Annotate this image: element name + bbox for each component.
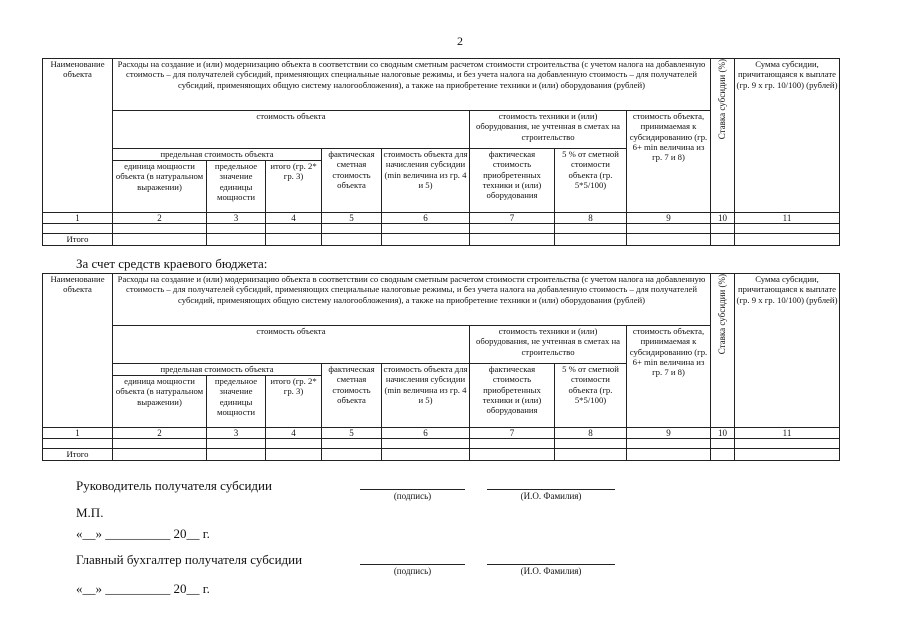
header-equipment-cost: стоимость техники и (или) оборудования, не учтенная в сметах на строительство	[470, 111, 627, 149]
header-equipment-actual: фактическая стоимость приобретенных техники и (или) оборудования	[470, 364, 555, 428]
table-cell	[555, 439, 627, 449]
total-label: Итого	[43, 449, 113, 460]
table-cell	[43, 224, 113, 234]
subsidy-table-1	[42, 58, 840, 246]
table-cell	[113, 224, 207, 234]
column-number: 7	[470, 428, 555, 439]
column-number: 5	[322, 213, 382, 224]
header-object-cost: стоимость объекта	[113, 326, 470, 364]
table-cell	[470, 224, 555, 234]
table-cell	[735, 224, 840, 234]
table-cell	[322, 449, 382, 460]
column-number: 6	[382, 213, 470, 224]
column-number: 6	[382, 428, 470, 439]
header-total-col: итого (гр. 2* гр. 3)	[266, 161, 322, 213]
table-cell	[555, 224, 627, 234]
header-expenses: Расходы на создание и (или) модернизацию объекта в соответствии со сводным сметным расчетом стоимости строительства (с учетом налога на добавленную стоимость – для получателей субсидий, применяющих специальные налоговые режимы, и без учета налога на добавленную стоимость – для получателей субсидий, применяющих общую систему налогообложения), а также на приобретение техники и (или) оборудования (рублей)	[113, 274, 711, 326]
header-subsidy-sum: Сумма субсидии, причитающаяся к выплате (гр. 9 х гр. 10/100) (рублей)	[735, 59, 840, 213]
table-cell	[266, 234, 322, 245]
header-total-col: итого (гр. 2* гр. 3)	[266, 376, 322, 428]
column-number: 10	[711, 213, 735, 224]
table-cell	[43, 439, 113, 449]
table-cell	[735, 439, 840, 449]
header-subsidy-rate	[711, 59, 735, 213]
table-cell	[555, 449, 627, 460]
header-equipment-actual: фактическая стоимость приобретенных техники и (или) оборудования	[470, 149, 555, 213]
stamp-label: М.П.	[76, 505, 104, 520]
total-row	[43, 449, 840, 460]
head-name-line	[487, 489, 615, 490]
table-cell	[735, 234, 840, 245]
header-object-name: Наименование объекта	[43, 274, 113, 428]
table-cell	[382, 224, 470, 234]
table-cell	[627, 449, 711, 460]
header-subsidy-rate-label: Ставка субсидии (%)	[717, 59, 728, 140]
accountant-signature-line	[360, 564, 465, 565]
accountant-signature-label: Главный бухгалтер получателя субсидии	[76, 552, 303, 567]
column-number: 9	[627, 428, 711, 439]
table-cell	[555, 234, 627, 245]
header-limit-value: предельное значение единицы мощности	[207, 376, 266, 428]
table-cell	[382, 449, 470, 460]
column-number: 8	[555, 428, 627, 439]
table-cell	[382, 439, 470, 449]
table-cell	[711, 449, 735, 460]
table-cell	[207, 439, 266, 449]
column-number: 9	[627, 213, 711, 224]
table-cell	[266, 224, 322, 234]
table-cell	[627, 234, 711, 245]
header-expenses: Расходы на создание и (или) модернизацию объекта в соответствии со сводным сметным расчетом стоимости строительства (с учетом налога на добавленную стоимость – для получателей субсидий, применяющих специальные налоговые режимы, и без учета налога на добавленную стоимость – для получателей субсидий, применяющих общую систему налогообложения), а также на приобретение техники и (или) оборудования (рублей)	[113, 59, 711, 111]
table-cell	[627, 224, 711, 234]
table-cell	[470, 449, 555, 460]
subsidy-table-2	[42, 273, 840, 461]
total-row	[43, 234, 840, 245]
table-cell	[322, 224, 382, 234]
header-five-percent: 5 % от сметной стоимости объекта (гр. 5*5/100)	[555, 149, 627, 213]
table-cell	[470, 234, 555, 245]
header-object-cost: стоимость объекта	[113, 111, 470, 149]
column-number: 11	[735, 428, 840, 439]
header-unit-capacity: единица мощности объекта (в натуральном выражении)	[113, 376, 207, 428]
accountant-signature-caption: (подпись)	[393, 566, 432, 576]
date-line-2: «__» __________ 20__ г.	[76, 581, 210, 596]
header-equipment-cost: стоимость техники и (или) оборудования, не учтенная в сметах на строительство	[470, 326, 627, 364]
header-accepted-cost: стоимость объекта, принимаемая к субсидированию (гр. 6+ min величина из гр. 7 и 8)	[627, 326, 711, 428]
table-cell	[266, 449, 322, 460]
header-accepted-cost: стоимость объекта, принимаемая к субсидированию (гр. 6+ min величина из гр. 7 и 8)	[627, 111, 711, 213]
column-number: 8	[555, 213, 627, 224]
header-five-percent: 5 % от сметной стоимости объекта (гр. 5*5/100)	[555, 364, 627, 428]
header-actual-cost: фактическая сметная стоимость объекта	[322, 364, 382, 428]
header-object-name: Наименование объекта	[43, 59, 113, 213]
table-cell	[711, 439, 735, 449]
column-number: 4	[266, 428, 322, 439]
column-number: 5	[322, 428, 382, 439]
header-limit-value: предельное значение единицы мощности	[207, 161, 266, 213]
table-cell	[207, 449, 266, 460]
accountant-name-line	[487, 564, 615, 565]
table-cell	[627, 439, 711, 449]
table-cell	[113, 449, 207, 460]
section-regional-budget-title: За счет средств краевого бюджета:	[76, 256, 268, 271]
total-label: Итого	[43, 234, 113, 245]
head-signature-caption: (подпись)	[393, 491, 432, 501]
column-number: 10	[711, 428, 735, 439]
accountant-name-caption: (И.О. Фамилия)	[520, 566, 582, 576]
column-number: 2	[113, 428, 207, 439]
page-number: 2	[457, 34, 463, 48]
table-cell	[113, 439, 207, 449]
header-limit-cost: предельная стоимость объекта	[113, 149, 322, 161]
table-cell	[207, 224, 266, 234]
table-cell	[322, 439, 382, 449]
header-subsidy-rate-label: Ставка субсидии (%)	[717, 274, 728, 355]
column-number: 4	[266, 213, 322, 224]
table-cell	[266, 439, 322, 449]
head-name-caption: (И.О. Фамилия)	[520, 491, 582, 501]
table-cell	[470, 439, 555, 449]
table-cell	[207, 234, 266, 245]
head-signature-line	[360, 489, 465, 490]
header-limit-cost: предельная стоимость объекта	[113, 364, 322, 376]
column-number: 3	[207, 428, 266, 439]
table-cell	[711, 234, 735, 245]
header-subsidy-rate	[711, 274, 735, 428]
header-unit-capacity: единица мощности объекта (в натуральном выражении)	[113, 161, 207, 213]
table-cell	[382, 234, 470, 245]
column-number: 1	[43, 213, 113, 224]
table-cell	[735, 449, 840, 460]
column-number: 1	[43, 428, 113, 439]
header-subsidy-sum: Сумма субсидии, причитающаяся к выплате (гр. 9 х гр. 10/100) (рублей)	[735, 274, 840, 428]
column-number: 3	[207, 213, 266, 224]
column-number: 7	[470, 213, 555, 224]
table-cell	[711, 224, 735, 234]
header-calc-cost: стоимость объекта для начисления субсидии (min величина из гр. 4 и 5)	[382, 149, 470, 213]
column-number: 2	[113, 213, 207, 224]
date-line-1: «__» __________ 20__ г.	[76, 526, 210, 541]
table-row	[43, 439, 840, 449]
table-cell	[322, 234, 382, 245]
header-calc-cost: стоимость объекта для начисления субсидии (min величина из гр. 4 и 5)	[382, 364, 470, 428]
table-row	[43, 224, 840, 234]
head-signature-label: Руководитель получателя субсидии	[76, 478, 272, 493]
column-number: 11	[735, 213, 840, 224]
header-actual-cost: фактическая сметная стоимость объекта	[322, 149, 382, 213]
table-cell	[113, 234, 207, 245]
